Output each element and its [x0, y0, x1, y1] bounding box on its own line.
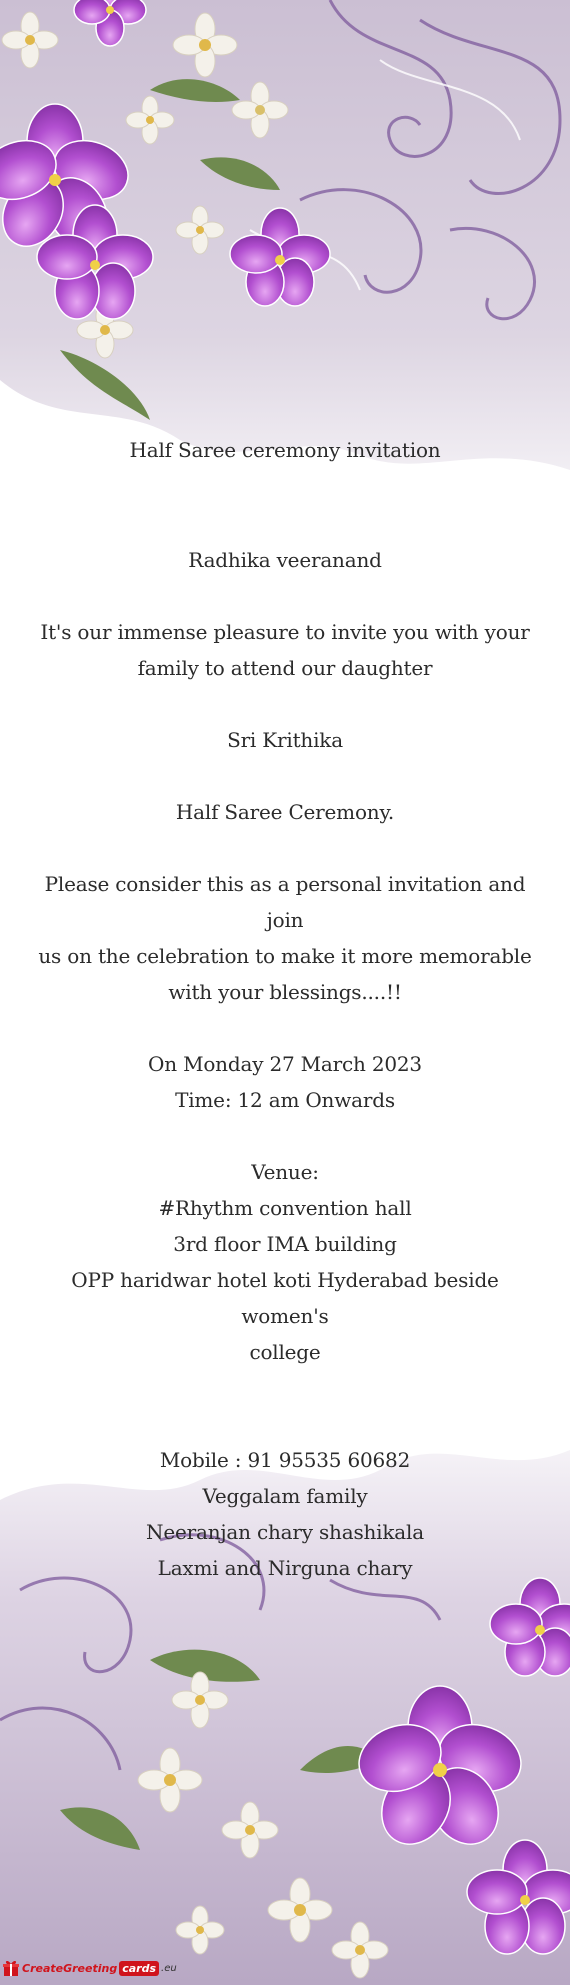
- host-name: Radhika veeranand: [188, 548, 382, 572]
- logo-text-domain: .eu: [161, 1962, 177, 1974]
- family-name: Neeranjan chary shashikala: [146, 1520, 424, 1544]
- family-name: Veggalam family: [202, 1484, 368, 1508]
- venue-name: #Rhythm convention hall: [158, 1196, 412, 1220]
- event-date: On Monday 27 March 2023: [148, 1052, 422, 1076]
- venue-label: Venue:: [251, 1160, 319, 1184]
- personal-invite-line: Please consider this as a personal invitation and join: [44, 872, 526, 932]
- top-floral-decoration: [0, 0, 570, 560]
- event-name: Half Saree Ceremony.: [175, 800, 395, 824]
- mobile-number: Mobile : 91 95535 60682: [159, 1448, 411, 1472]
- invitation-title: Half Saree ceremony invitation: [129, 438, 441, 462]
- invitation-title-block: [28, 432, 542, 468]
- logo-text-createGreeting: CreateGreeting: [22, 1961, 118, 1975]
- child-name: Sri Krithika: [227, 728, 343, 752]
- invite-text-line: It's our immense pleasure to invite you with your: [40, 620, 530, 644]
- venue-address-line: college: [249, 1340, 321, 1364]
- invite-text-line: family to attend our daughter: [137, 656, 433, 680]
- personal-invite-line: with your blessings....!!: [168, 980, 402, 1004]
- event-time: Time: 12 am Onwards: [175, 1088, 395, 1112]
- venue-floor: 3rd floor IMA building: [173, 1232, 397, 1256]
- logo-text-cards: cards: [119, 1961, 159, 1976]
- personal-invite-line: us on the celebration to make it more memorable: [38, 944, 532, 968]
- site-logo[interactable]: [2, 1955, 177, 1981]
- gift-icon: [2, 1959, 20, 1977]
- family-name: Laxmi and Nirguna chary: [157, 1556, 413, 1580]
- invitation-body: [28, 542, 542, 1586]
- venue-address-line: OPP haridwar hotel koti Hyderabad beside women's: [71, 1268, 499, 1328]
